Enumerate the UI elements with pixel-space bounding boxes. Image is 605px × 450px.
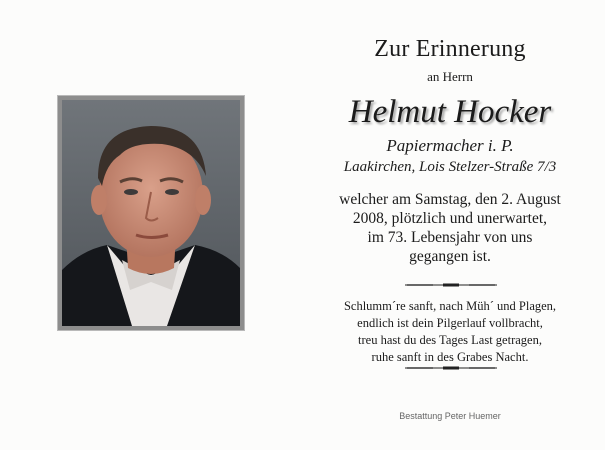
ornament-divider-bottom — [405, 366, 497, 370]
death-notice-line: welcher am Samstag, den 2. August — [339, 191, 561, 208]
poem-line: ruhe sanft in des Grabes Nacht. — [371, 350, 529, 364]
death-notice — [300, 190, 600, 266]
portrait-photo — [62, 100, 240, 326]
poem-line: treu hast du des Tages Last getragen, — [358, 333, 542, 347]
death-notice-line: im 73. Lebensjahr von uns — [367, 229, 533, 246]
portrait-frame — [58, 96, 244, 330]
poem — [300, 298, 600, 366]
death-notice-line: gegangen ist. — [409, 248, 491, 265]
occupation: Papiermacher i. P. — [386, 136, 514, 155]
death-notice-line: 2008, plötzlich und unerwartet, — [352, 210, 548, 227]
address: Laakirchen, Lois Stelzer-Straße 7/3 — [343, 159, 557, 175]
card-subtitle: an Herrn — [427, 69, 473, 84]
undertaker-credit: Bestattung Peter Huemer — [399, 411, 501, 421]
deceased-name: Helmut Hocker — [348, 94, 552, 130]
ornament-divider-top — [405, 283, 497, 287]
poem-line: endlich ist dein Pilgerlauf vollbracht, — [357, 316, 543, 330]
poem-line: Schlumm´re sanft, nach Müh´ und Plagen, — [343, 299, 557, 313]
card-title: Zur Erinnerung — [374, 36, 526, 62]
